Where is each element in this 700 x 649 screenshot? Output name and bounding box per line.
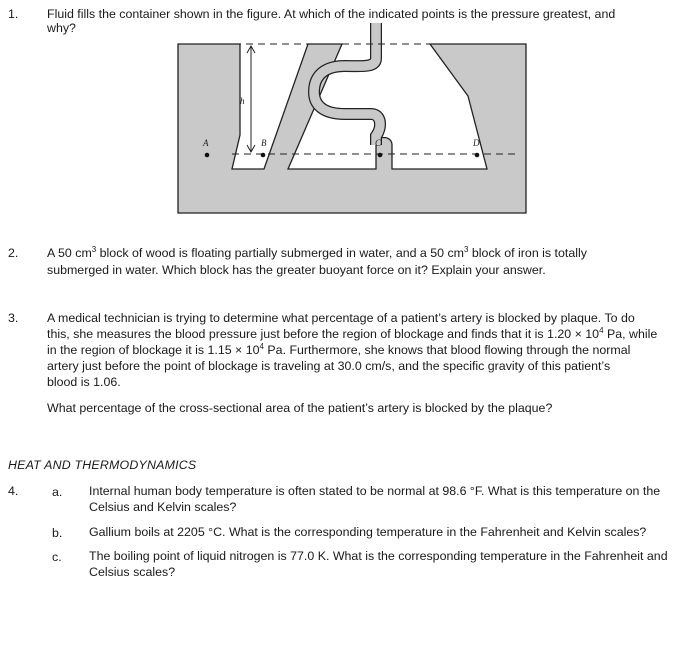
point-d-dot: [475, 153, 480, 158]
question-3-line-2: this, she measures the blood pressure just before the region of blockage and finds that it is $1.20 \times 10^4$ Pa, while: [47, 325, 658, 341]
label-h: h: [240, 96, 245, 106]
point-a-dot: [205, 153, 210, 158]
question-2-line-2: submerged in water. Which block has the greater buoyant force on it? Explain your answer.: [47, 263, 546, 277]
point-c-dot: [378, 153, 383, 158]
question-4b-letter: b.: [52, 526, 63, 540]
question-4c-line-1: The boiling point of liquid nitrogen is 77.0 K. What is the corresponding temperature in the Fahrenheit and: [89, 549, 668, 563]
question-1-line-2: why?: [47, 21, 76, 35]
question-3-line-1: A medical technician is trying to determine what percentage of a patient’s artery is blocked by plaque. To do: [47, 311, 635, 325]
label-c: C: [375, 138, 382, 148]
question-2-number: 2.: [8, 246, 19, 260]
question-1-number: 1.: [8, 7, 19, 21]
question-4-number: 4.: [8, 484, 19, 498]
label-d: D: [473, 138, 480, 148]
question-3-question: What percentage of the cross-sectional area of the patient’s artery is blocked by the plaque?: [47, 401, 553, 415]
label-b: B: [261, 138, 267, 148]
question-4a-line-1: Internal human body temperature is often stated to be normal at 98.6 °F. What is this temperature on the: [89, 484, 661, 498]
section-heading: HEAT AND THERMODYNAMICS: [8, 458, 197, 472]
label-a: A: [203, 138, 209, 148]
question-4a-line-2: Celsius and Kelvin scales?: [89, 500, 237, 514]
question-4c-letter: c.: [52, 550, 62, 564]
question-3-line-4: artery just before the point of blockage is traveling at 30.0 cm/s, and the specific gravity of this patient’s: [47, 359, 611, 373]
question-3-number: 3.: [8, 311, 19, 325]
question-3-line-3: in the region of blockage it is $1.15 \times 10^4$ Pa. Furthermore, she knows that blood flowing through the normal: [47, 341, 631, 357]
point-b-dot: [261, 153, 266, 158]
question-3-line-5: blood is 1.06.: [47, 375, 121, 389]
question-4b-text: Gallium boils at 2205 °C. What is the corresponding temperature in the Fahrenheit and Kelvin scales?: [89, 525, 647, 539]
question-2-line-1: A 50 $cm^3$ block of wood is floating partially submerged in water, and a 50 $cm^3$ block of iron is totally: [47, 244, 587, 260]
question-4a-letter: a.: [52, 485, 63, 499]
question-4c-line-2: Celsius scales?: [89, 565, 176, 579]
question-1-line-1: Fluid fills the container shown in the figure. At which of the indicated points is the pressure greatest, and: [47, 7, 616, 21]
container-figure: [0, 0, 700, 240]
